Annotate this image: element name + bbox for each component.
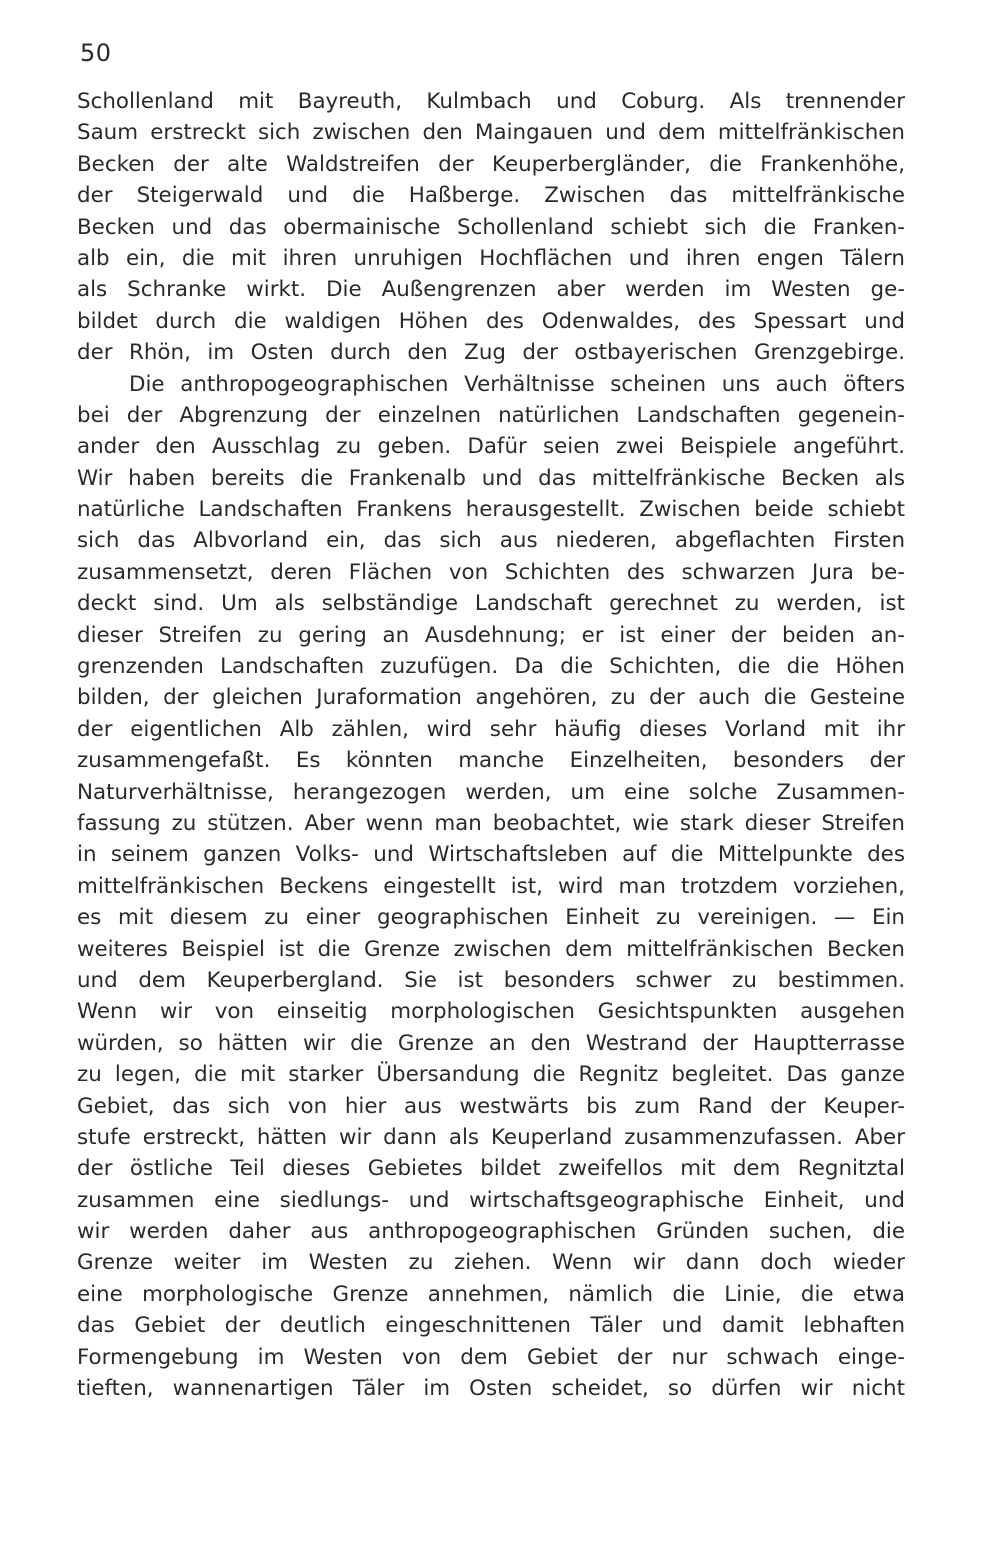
text-line: Wir haben bereits die Frankenalb und das mittelfränkische Becken als <box>77 465 905 491</box>
text-line: Saum erstreckt sich zwischen den Maingauen und dem mittelfränkischen <box>77 120 905 146</box>
text-line: weiteres Beispiel ist die Grenze zwischen dem mittelfränkischen Becken <box>77 936 905 962</box>
text-line: dieser Streifen zu gering an Ausdehnung; er ist einer der beiden an- <box>77 622 905 648</box>
text-line: mittelfränkischen Beckens eingestellt ist, wird man trotzdem vorziehen, <box>77 873 905 899</box>
text-line: Naturverhältnisse, herangezogen werden, um eine solche Zusammen- <box>77 779 905 805</box>
text-line: zusammensetzt, deren Flächen von Schichten des schwarzen Jura be- <box>77 559 905 585</box>
text-line: grenzenden Landschaften zuzufügen. Da die Schichten, die die Höhen <box>77 654 905 680</box>
text-line: deckt sind. Um als selbständige Landschaft gerechnet zu werden, ist <box>77 591 905 617</box>
text-line: stufe erstreckt, hätten wir dann als Keuperland zusammenzufassen. Aber <box>77 1124 905 1150</box>
text-line: der östliche Teil dieses Gebietes bildet zweifellos mit dem Regnitztal <box>77 1156 905 1182</box>
text-line: sich das Albvorland ein, das sich aus niederen, abgeflachten Firsten <box>77 528 905 554</box>
text-line: bilden, der gleichen Juraformation angehören, zu der auch die Gesteine <box>77 685 905 711</box>
text-line: zu legen, die mit starker Übersandung die Regnitz begleitet. Das ganze <box>77 1062 905 1088</box>
text-line: das Gebiet der deutlich eingeschnittenen Täler und damit lebhaften <box>77 1313 905 1339</box>
text-line: ander den Ausschlag zu geben. Dafür seien zwei Beispiele angeführt. <box>77 434 905 460</box>
text-line: Grenze weiter im Westen zu ziehen. Wenn wir dann doch wieder <box>77 1250 905 1276</box>
page-number: 50 <box>80 39 112 67</box>
text-line: der eigentlichen Alb zählen, wird sehr häufig dieses Vorland mit ihr <box>77 716 905 742</box>
text-line: wir werden daher aus anthropogeographischen Gründen suchen, die <box>77 1219 905 1245</box>
text-line: eine morphologische Grenze annehmen, nämlich die Linie, die etwa <box>77 1281 905 1307</box>
text-line: würden, so hätten wir die Grenze an den Westrand der Hauptterrasse <box>77 1030 905 1056</box>
text-line: als Schranke wirkt. Die Außengrenzen aber werden im Westen ge- <box>77 277 905 303</box>
text-line: Formengebung im Westen von dem Gebiet der nur schwach einge- <box>77 1344 905 1370</box>
text-line: in seinem ganzen Volks- und Wirtschaftsleben auf die Mittelpunkte des <box>77 842 905 868</box>
text-line: und dem Keuperbergland. Sie ist besonders schwer zu bestimmen. <box>77 967 905 993</box>
text-line: fassung zu stützen. Aber wenn man beobachtet, wie stark dieser Streifen <box>77 810 905 836</box>
text-line: alb ein, die mit ihren unruhigen Hochflächen und ihren engen Tälern <box>77 245 905 271</box>
text-line: der Steigerwald und die Haßberge. Zwischen das mittelfränkische <box>77 183 905 209</box>
text-line: Schollenland mit Bayreuth, Kulmbach und Coburg. Als trennender <box>77 89 905 114</box>
text-line: es mit diesem zu einer geographischen Einheit zu vereinigen. — Ein <box>77 905 905 931</box>
paragraph-start-line: Die anthropogeographischen Verhältnisse scheinen uns auch öfters <box>129 371 905 397</box>
text-line: zusammen eine siedlungs- und wirtschaftsgeographische Einheit, und <box>77 1187 905 1213</box>
text-line: natürliche Landschaften Frankens herausgestellt. Zwischen beide schiebt <box>77 497 905 523</box>
text-line: Becken der alte Waldstreifen der Keuperbergländer, die Frankenhöhe, <box>77 151 905 177</box>
body-text <box>77 86 905 1404</box>
text-line: Gebiet, das sich von hier aus westwärts bis zum Rand der Keuper- <box>77 1093 905 1119</box>
text-line: bildet durch die waldigen Höhen des Odenwaldes, des Spessart und <box>77 308 905 334</box>
text-line: zusammengefaßt. Es könnten manche Einzelheiten, besonders der <box>77 748 905 774</box>
text-line: Wenn wir von einseitig morphologischen Gesichtspunkten ausgehen <box>77 999 905 1025</box>
text-line: der Rhön, im Osten durch den Zug der ostbayerischen Grenzgebirge. <box>77 340 905 366</box>
text-line: bei der Abgrenzung der einzelnen natürlichen Landschaften gegenein- <box>77 402 905 428</box>
text-line: Becken und das obermainische Schollenland schiebt sich die Franken- <box>77 214 905 240</box>
text-line: tieften, wannenartigen Täler im Osten scheidet, so dürfen wir nicht <box>77 1376 905 1402</box>
